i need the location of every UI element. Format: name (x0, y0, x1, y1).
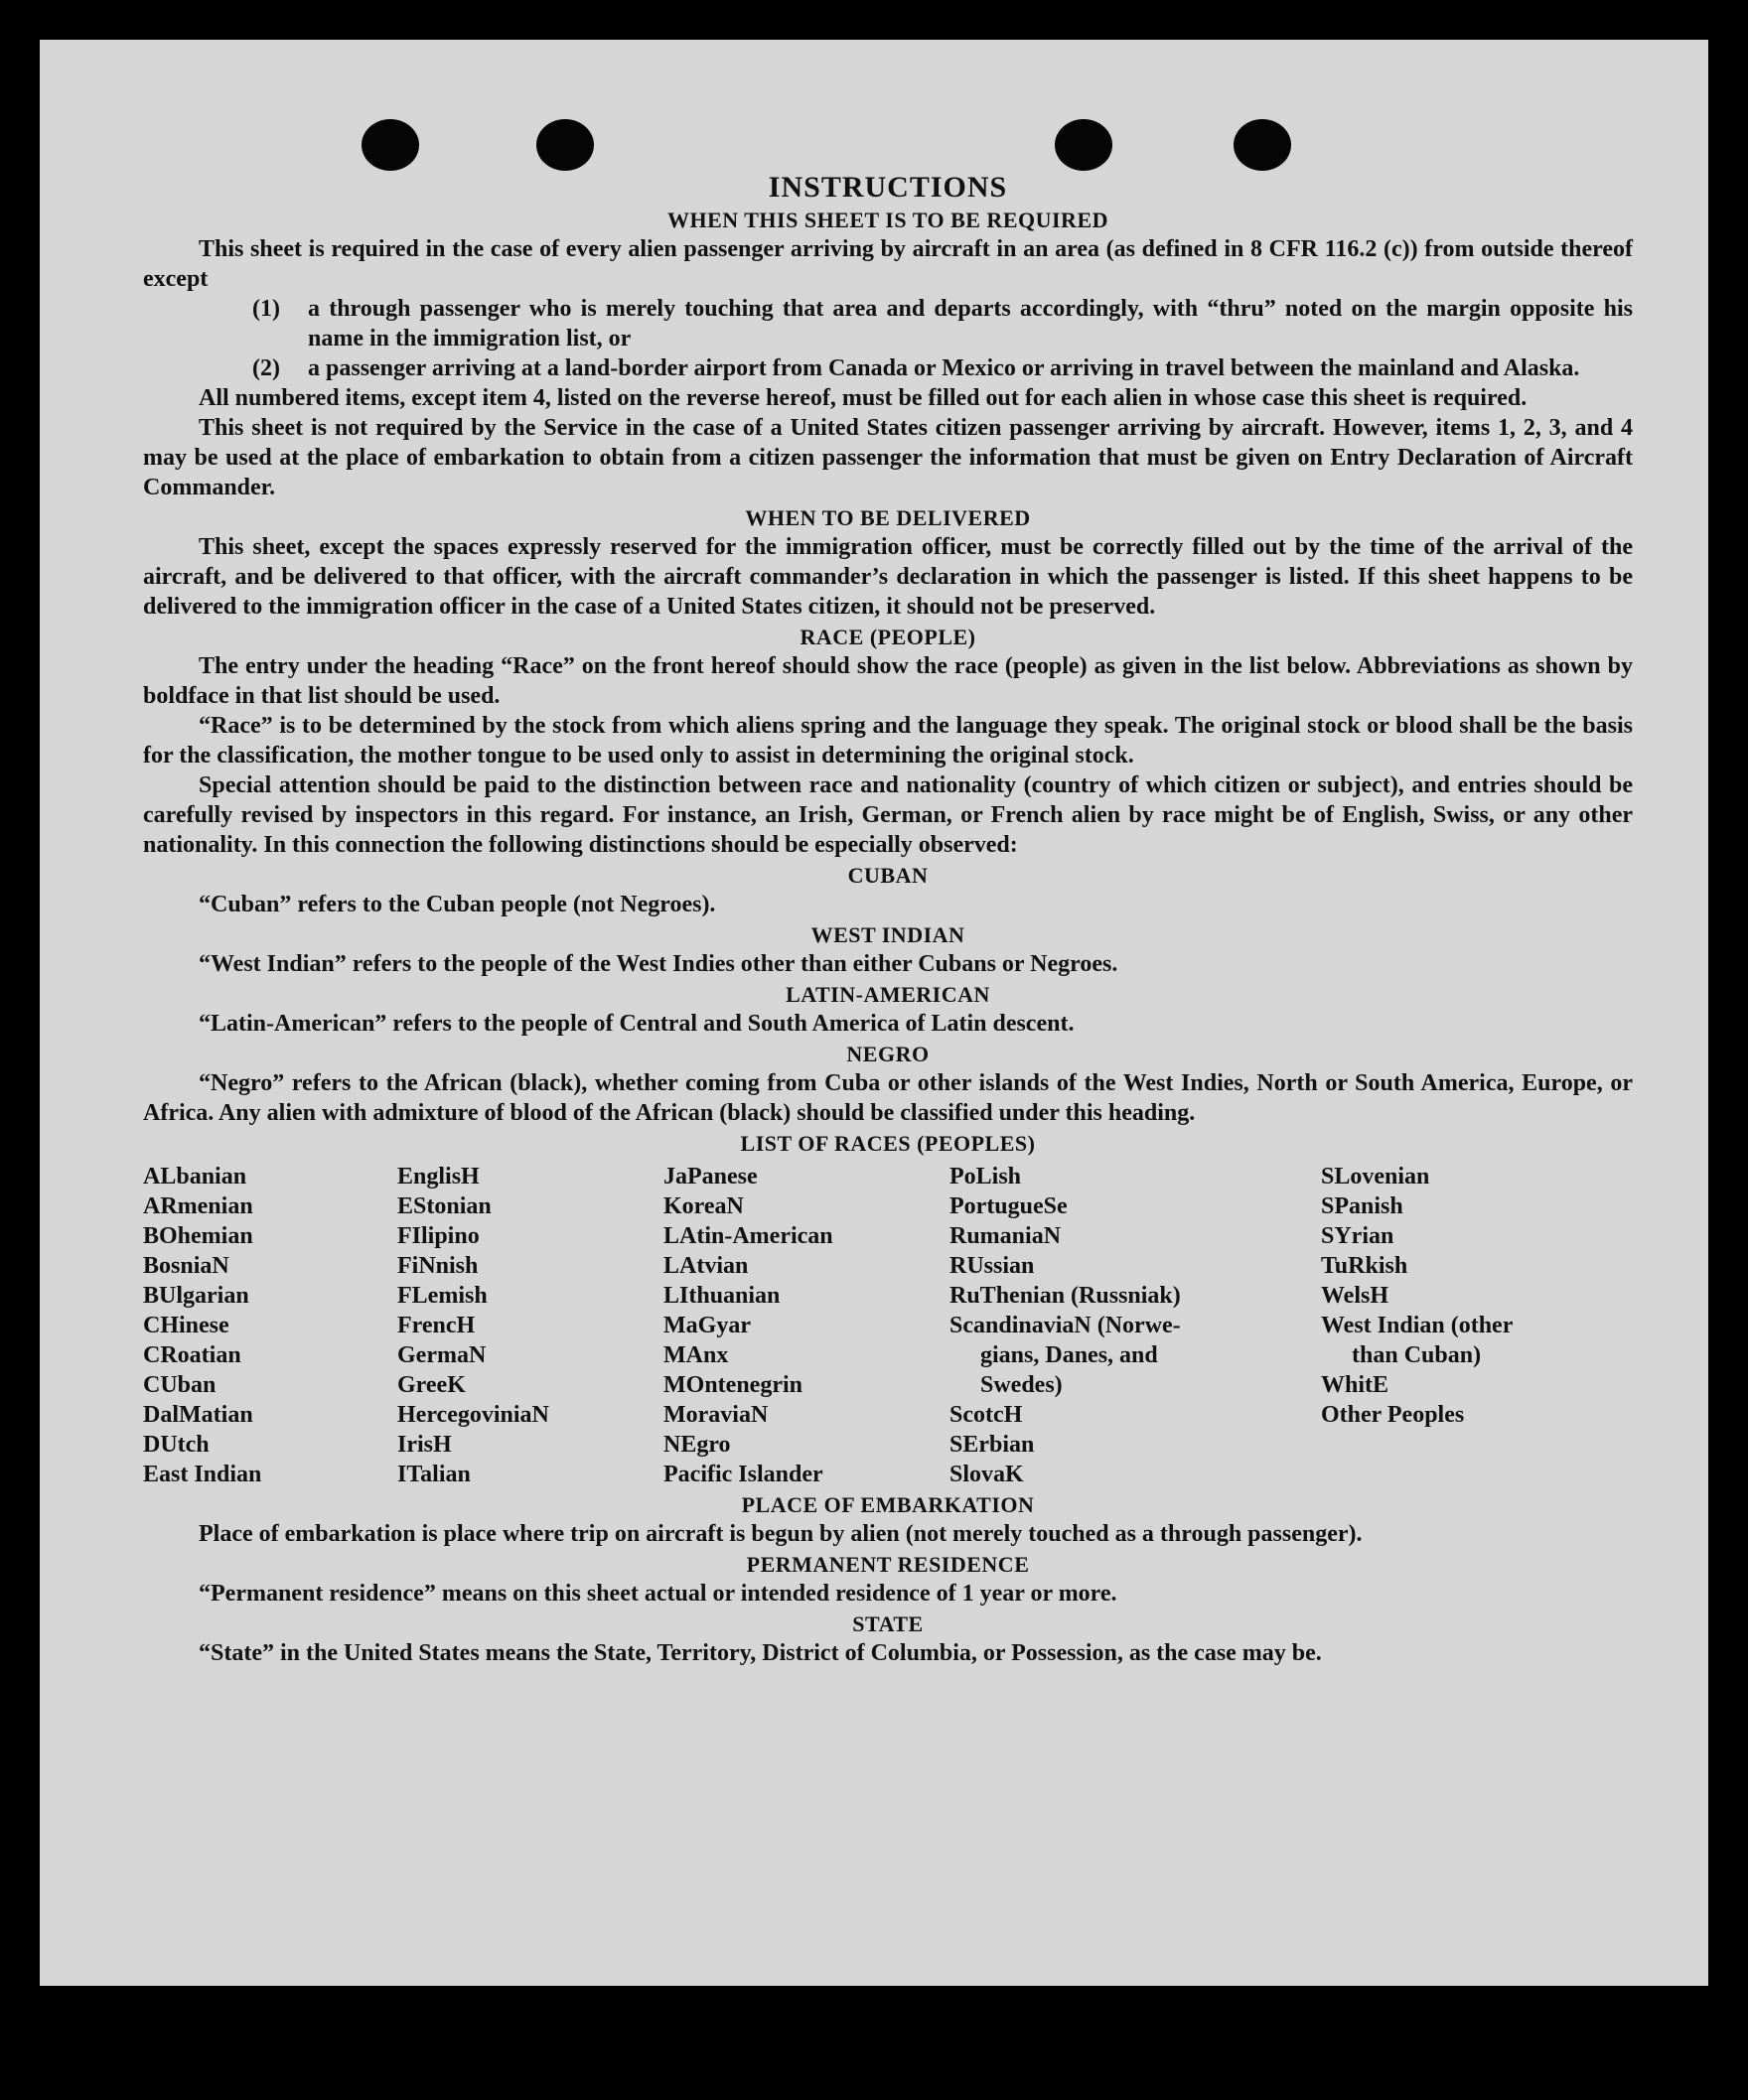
paragraph: This sheet is not required by the Service in the case of a United States citizen passenger arriving by aircraft. However, items 1, 2, 3, and 4 may be used at the place of embarkation to obtain from a citizen passenger the information that must be given on Entry Declaration of Aircraft Commander. (143, 415, 1633, 500)
race-entry: LAtin-American (663, 1223, 833, 1249)
race-entry: CRoatian (143, 1342, 241, 1368)
section-heading: WHEN THIS SHEET IS TO BE REQUIRED (666, 208, 1109, 232)
race-entry: MOntenegrin (663, 1372, 802, 1398)
race-entry: EnglisH (397, 1164, 480, 1190)
race-entry: BUlgarian (143, 1283, 249, 1309)
race-entry: LIthuanian (663, 1283, 781, 1309)
item-number: (2) (252, 355, 280, 381)
paragraph: All numbered items, except item 4, listed on the reverse hereof, must be filled out for each alien in whose case this sheet is required. (199, 385, 1528, 411)
item-text: a passenger arriving at a land-border airport from Canada or Mexico or arriving in travel between the mainland and Alaska. (308, 355, 1580, 381)
race-entry: KoreaN (663, 1193, 744, 1219)
race-entry: than Cuban) (1352, 1342, 1482, 1368)
paragraph: “Race” is to be determined by the stock from which aliens spring and the language they speak. The original stock or blood shall be the basis for the classification, the mother tongue to be used only to assist in determining the original stock. (143, 713, 1633, 769)
section-heading: RACE (PEOPLE) (800, 625, 976, 649)
race-entry: WelsH (1321, 1283, 1389, 1309)
race-entry: East Indian (143, 1462, 262, 1487)
instructions-content (143, 129, 1633, 1668)
race-entry: Swedes) (980, 1372, 1063, 1398)
race-entry: RuThenian (Russniak) (949, 1283, 1181, 1309)
race-entry: MAnx (663, 1342, 729, 1368)
paragraph: “Negro” refers to the African (black), whether coming from Cuba or other islands of the West Indies, North or South America, Europe, or Africa. Any alien with admixture of blood of the African (black) should be classified under this heading. (143, 1070, 1633, 1126)
section-heading: NEGRO (846, 1042, 930, 1066)
race-column (949, 1162, 1321, 1489)
race-entry: BOhemian (143, 1223, 253, 1249)
race-entry: PoLish (949, 1164, 1022, 1190)
race-entry: MoraviaN (663, 1402, 769, 1428)
definition: “Cuban” refers to the Cuban people (not Negroes). (199, 892, 716, 917)
race-entry: DUtch (143, 1432, 210, 1458)
race-entry: SPanish (1321, 1193, 1403, 1219)
paragraph: “Permanent residence” means on this sheet actual or intended residence of 1 year or more. (199, 1581, 1117, 1607)
race-entry: TuRkish (1321, 1253, 1408, 1279)
race-entry: GreeK (397, 1372, 466, 1398)
race-entry: ALbanian (143, 1164, 247, 1190)
race-entry: LAtvian (663, 1253, 749, 1279)
race-entry: SYrian (1321, 1223, 1394, 1249)
race-column (143, 1162, 397, 1489)
race-entry: SlovaK (949, 1462, 1024, 1487)
paragraph: “State” in the United States means the State, Territory, District of Columbia, or Possession, as the case may be. (199, 1640, 1322, 1666)
item-text: a through passenger who is merely touching that area and departs accordingly, with “thru” noted on the margin opposite his name in the immigration list, or (308, 296, 1633, 351)
race-entry: EStonian (397, 1193, 492, 1219)
paragraph: The entry under the heading “Race” on the front hereof should show the race (people) as given in the list below. Abbreviations as shown by boldface in that list should be used. (143, 653, 1633, 709)
definition: “West Indian” refers to the people of the West Indies other than either Cubans or Negroes. (199, 951, 1118, 977)
race-entry: FiNnish (397, 1253, 479, 1279)
race-list (143, 1162, 1633, 1489)
race-entry: WhitE (1321, 1372, 1389, 1398)
section-heading: PLACE OF EMBARKATION (741, 1492, 1035, 1517)
section-heading: WHEN TO BE DELIVERED (745, 505, 1031, 530)
race-entry: West Indian (other (1321, 1313, 1514, 1338)
race-column (663, 1162, 949, 1489)
definition: “Latin-American” refers to the people of Central and South America of Latin descent. (199, 1011, 1075, 1037)
section-heading: PERMANENT RESIDENCE (746, 1552, 1030, 1577)
race-entry: SLovenian (1321, 1164, 1430, 1190)
paragraph: This sheet is required in the case of every alien passenger arriving by aircraft in an area (as defined in 8 CFR 116.2 (c)) from outside thereof except (143, 236, 1633, 292)
race-entry: CHinese (143, 1313, 229, 1338)
race-entry: BosniaN (143, 1253, 229, 1279)
race-entry: JaPanese (663, 1164, 758, 1190)
race-entry: RUssian (949, 1253, 1035, 1279)
race-entry: GermaN (397, 1342, 487, 1368)
race-entry: FrencH (397, 1313, 476, 1338)
race-entry: gians, Danes, and (980, 1342, 1158, 1368)
section-heading: LIST OF RACES (PEOPLES) (740, 1131, 1036, 1156)
race-entry: IrisH (397, 1432, 452, 1458)
race-column (1321, 1162, 1589, 1489)
race-entry: HercegoviniaN (397, 1402, 549, 1428)
document-page (40, 40, 1708, 1986)
race-entry: ARmenian (143, 1193, 253, 1219)
race-entry: Pacific Islander (663, 1462, 823, 1487)
race-entry: MaGyar (663, 1313, 751, 1338)
race-entry: Other Peoples (1321, 1402, 1465, 1428)
race-entry: RumaniaN (949, 1223, 1062, 1249)
race-entry: DalMatian (143, 1402, 253, 1428)
race-entry: NEgro (663, 1432, 731, 1458)
section-heading: STATE (852, 1611, 924, 1636)
race-entry: PortugueSe (949, 1193, 1068, 1219)
race-entry: FLemish (397, 1283, 488, 1309)
page-title: INSTRUCTIONS (768, 171, 1008, 204)
race-column (397, 1162, 663, 1489)
section-heading: LATIN-AMERICAN (786, 982, 990, 1007)
race-entry: ScotcH (949, 1402, 1023, 1428)
list-item (252, 353, 1633, 383)
paragraph: Place of embarkation is place where trip on aircraft is begun by alien (not merely touched as a through passenger). (199, 1521, 1363, 1547)
item-number: (1) (252, 296, 280, 322)
race-entry: ITalian (397, 1462, 471, 1487)
paragraph: This sheet, except the spaces expressly reserved for the immigration officer, must be correctly filled out by the time of the arrival of the aircraft, and be delivered to that officer, with the aircraft commander’s declaration in which the passenger is listed. If this sheet happens to be delivered to the immigration officer in the case of a United States citizen, it should not be preserved. (143, 534, 1633, 620)
race-entry: CUban (143, 1372, 217, 1398)
race-entry: SErbian (949, 1432, 1035, 1458)
race-entry: ScandinaviaN (Norwe- (949, 1313, 1181, 1338)
paragraph: Special attention should be paid to the distinction between race and nationality (country of which citizen or subject), and entries should be carefully revised by inspectors in this regard. For instance, an Irish, German, or French alien by race might be of English, Swiss, or any other nationality. In this connection the following distinctions should be especially observed: (143, 772, 1633, 858)
race-entry: FIlipino (397, 1223, 480, 1249)
section-heading: WEST INDIAN (810, 922, 965, 947)
section-heading: CUBAN (847, 863, 929, 888)
list-item (252, 294, 1633, 353)
